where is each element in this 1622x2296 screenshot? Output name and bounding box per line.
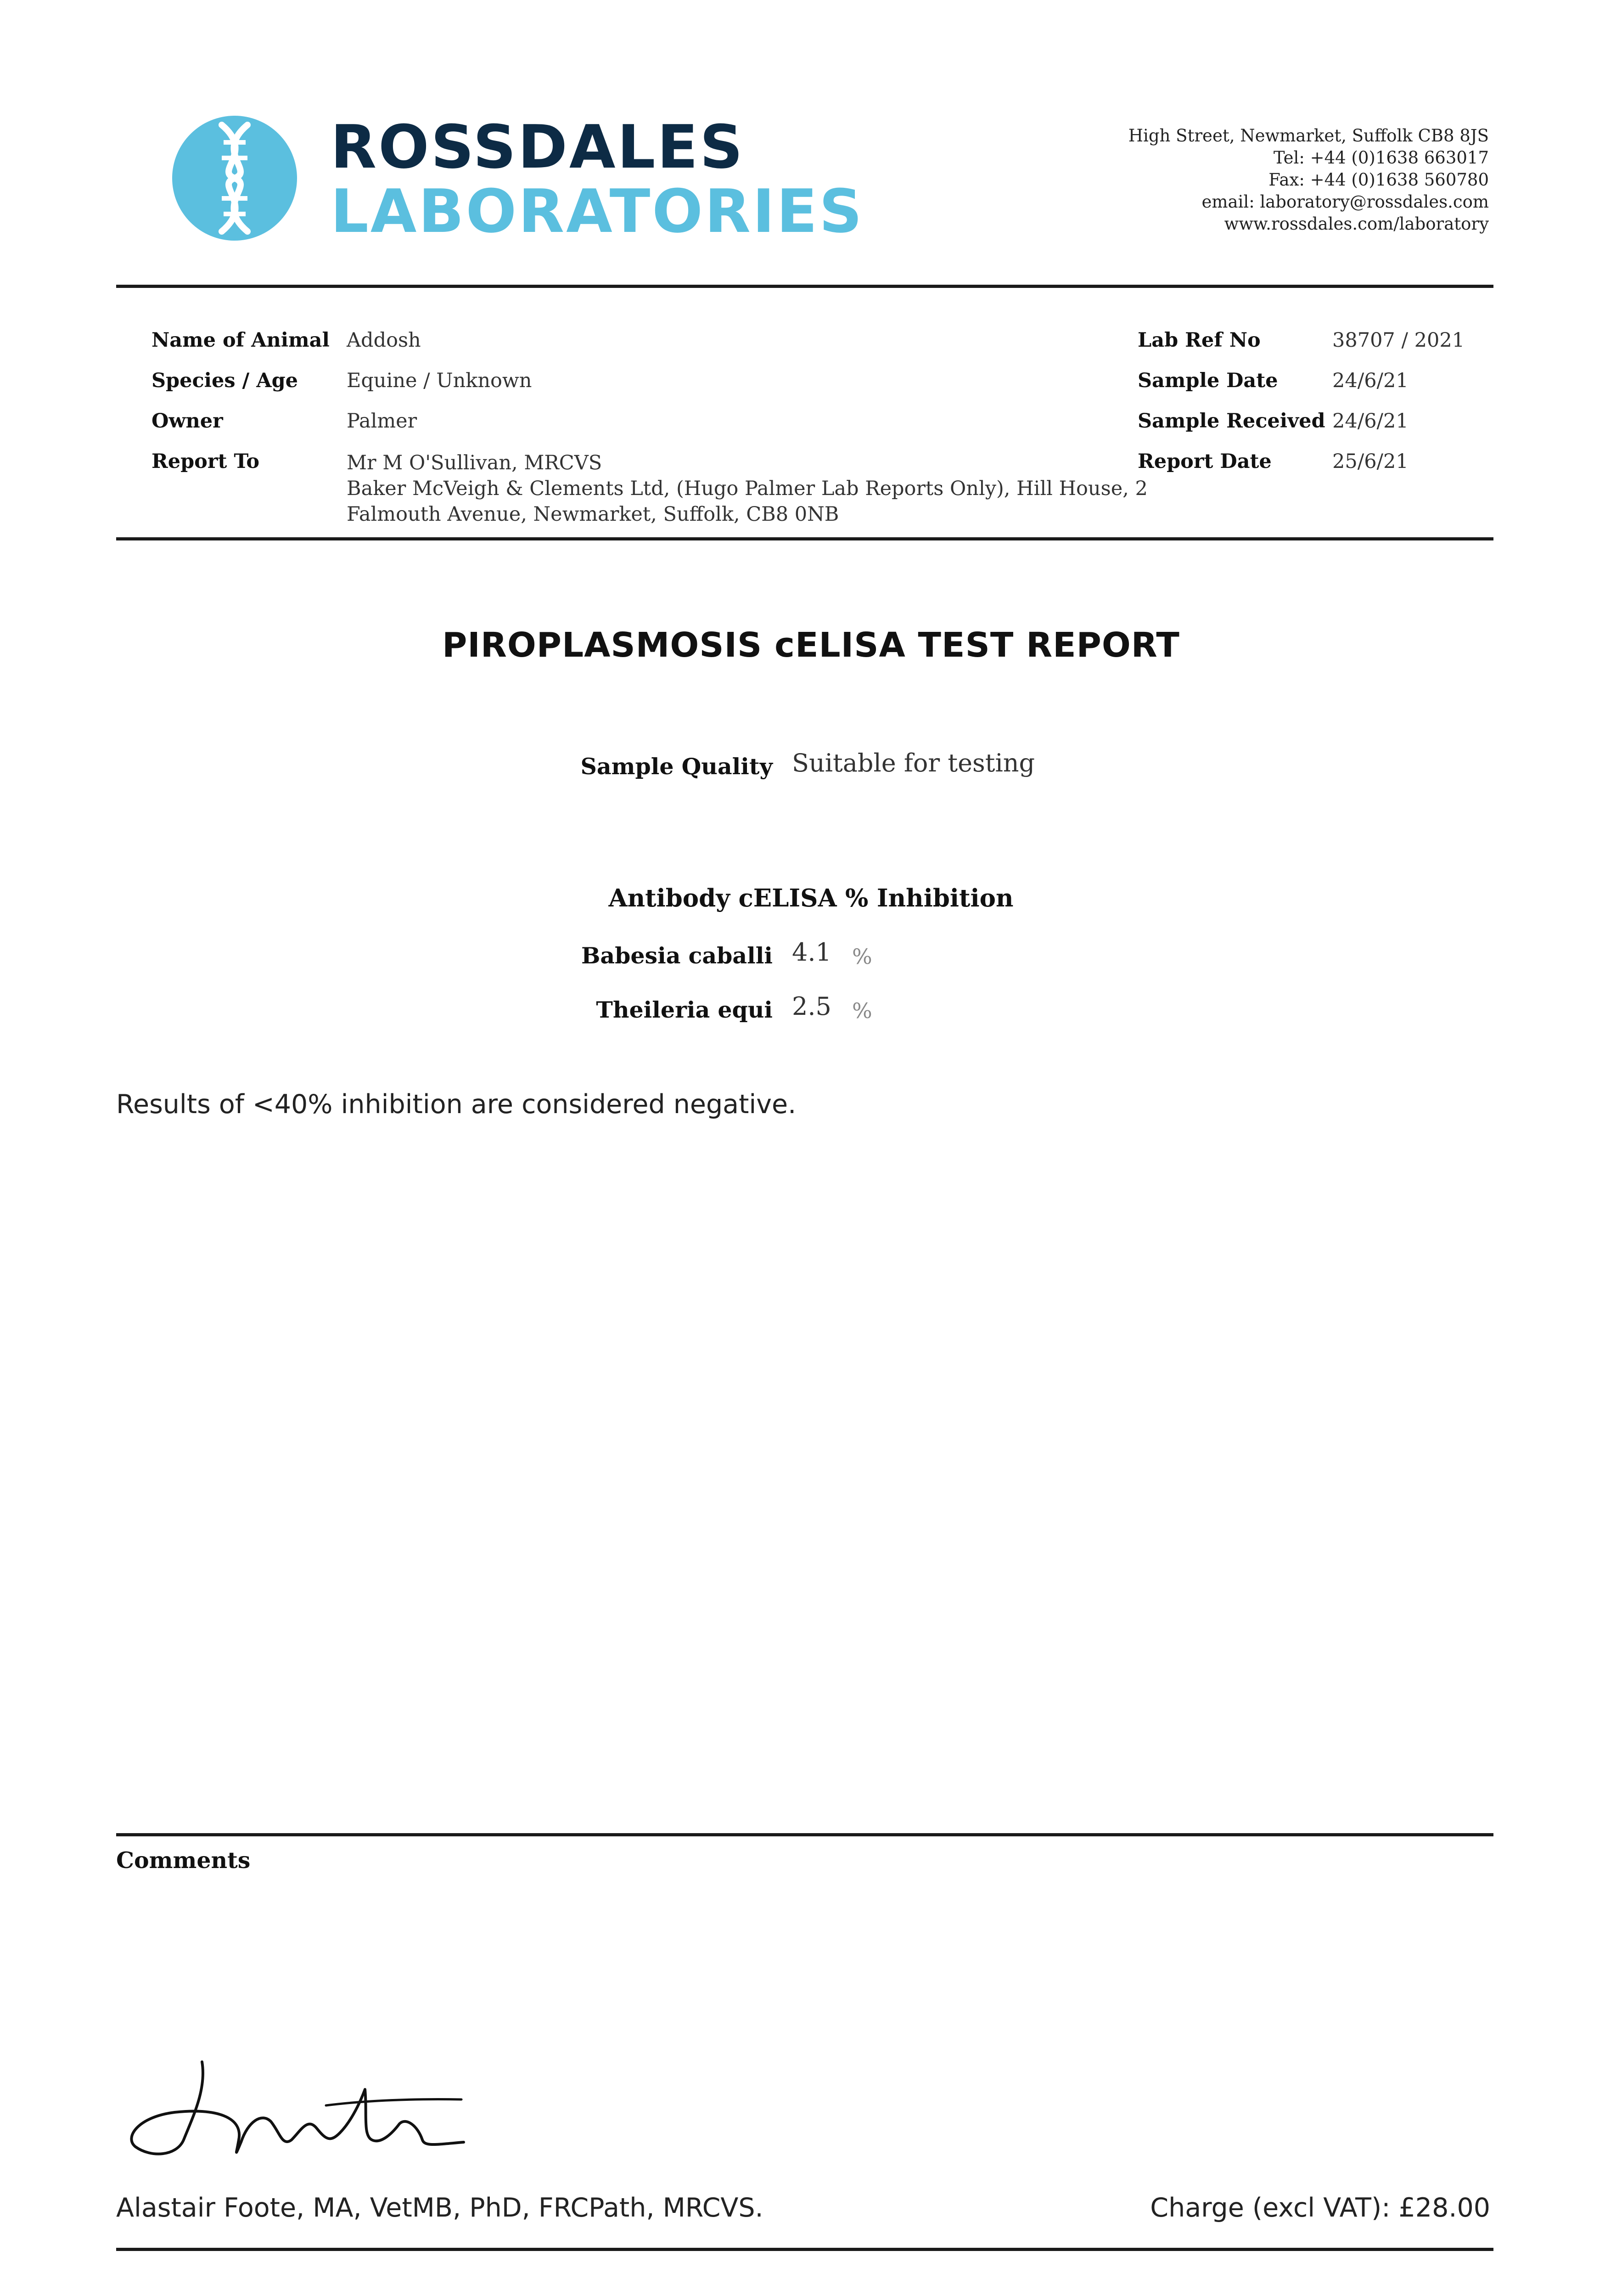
species-age-label: Species / Age [152,369,298,392]
contact-email: email: laboratory@rossdales.com [1201,192,1489,212]
babesia-caballi-unit: % [852,944,872,969]
lab-ref-value: 38707 / 2021 [1332,329,1465,352]
sample-quality-value: Suitable for testing [792,748,1035,777]
report-to-address-line1: Baker McVeigh & Clements Ltd, (Hugo Palmer Lab Reports Only), Hill House, 2 [347,477,1148,500]
theileria-equi-value: 2.5 [792,992,831,1021]
handwritten-signature [124,2048,473,2167]
comments-label: Comments [116,1847,251,1874]
report-date-label: Report Date [1138,450,1272,473]
brand-name-line1: ROSSDALES [331,112,745,182]
signatory-name: Alastair Foote, MA, VetMB, PhD, FRCPath, MRCVS. [116,2193,763,2223]
sample-quality-label: Sample Quality [580,753,773,780]
sample-received-label: Sample Received [1138,410,1325,433]
header-divider [116,285,1493,288]
report-to-address-line2: Falmouth Avenue, Newmarket, Suffolk, CB8 0NB [347,503,839,526]
info-divider [116,537,1493,540]
babesia-caballi-label: Babesia caballi [581,942,773,969]
interpretation-note: Results of <40% inhibition are considered negative. [116,1089,797,1120]
owner-value: Palmer [347,410,417,433]
contact-address: High Street, Newmarket, Suffolk CB8 8JS [1128,126,1489,146]
contact-fax: Fax: +44 (0)1638 560780 [1268,170,1489,190]
contact-tel: Tel: +44 (0)1638 663017 [1273,148,1489,168]
dna-helix-icon [172,116,297,241]
report-title: PIROPLASMOSIS cELISA TEST REPORT [442,625,1180,665]
owner-label: Owner [152,410,223,433]
antibody-heading: Antibody cELISA % Inhibition [608,884,1014,912]
footer-divider [116,2248,1493,2251]
brand-name-line2: LABORATORIES [331,176,864,246]
report-date-value: 25/6/21 [1332,450,1409,473]
report-to-recipient: Mr M O'Sullivan, MRCVS [347,451,602,474]
name-of-animal-value: Addosh [347,329,421,352]
contact-website: www.rossdales.com/laboratory [1224,214,1489,234]
sample-date-value: 24/6/21 [1332,369,1409,392]
charge-amount: Charge (excl VAT): £28.00 [1150,2193,1490,2223]
theileria-equi-unit: % [852,998,872,1023]
sample-date-label: Sample Date [1138,369,1278,392]
lab-ref-label: Lab Ref No [1138,329,1261,352]
report-to-label: Report To [152,450,260,473]
contact-block [1128,125,1489,235]
babesia-caballi-value: 4.1 [792,938,831,967]
theileria-equi-label: Theileria equi [596,996,773,1023]
comments-divider [116,1833,1493,1836]
name-of-animal-label: Name of Animal [152,329,330,352]
sample-received-value: 24/6/21 [1332,410,1409,433]
species-age-value: Equine / Unknown [347,369,532,392]
report-to-value [347,450,1148,527]
